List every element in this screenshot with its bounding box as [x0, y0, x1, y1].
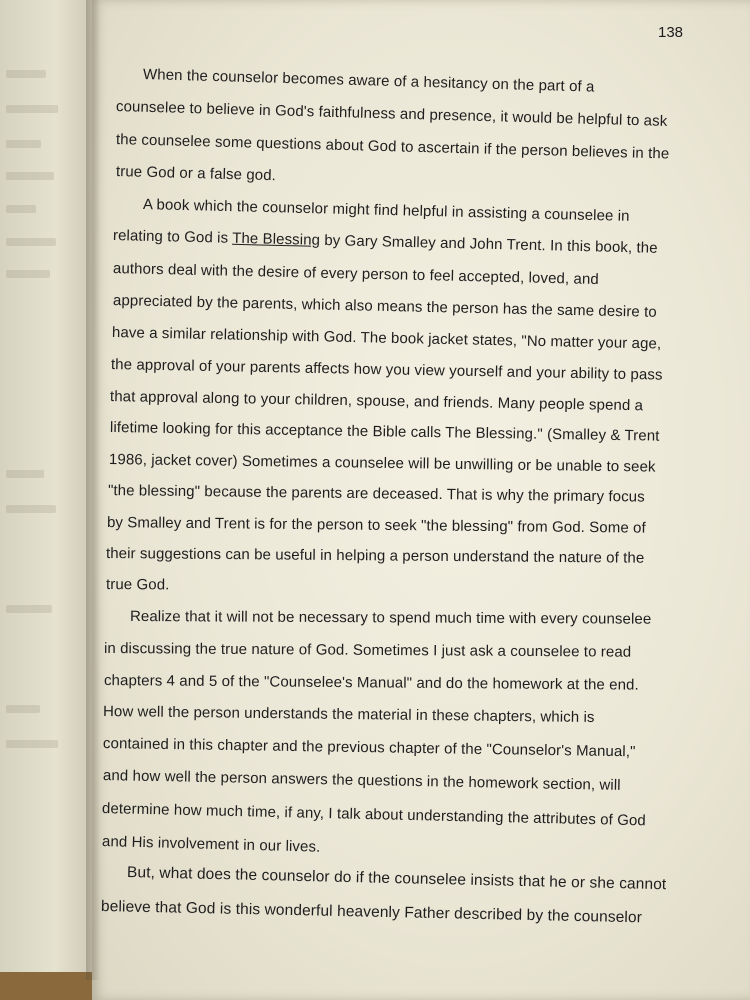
paragraph-3-line-1: Realize that it will not be necessary to spend much time with every counselee: [129, 608, 652, 628]
paragraph-2-line-12: their suggestions can be useful in helping a person understand the nature of the: [105, 545, 645, 567]
line-text: by Gary Smalley and John Trent. In this book, the: [319, 231, 658, 257]
paragraph-2-line-3: authors deal with the desire of every person to feel accepted, loved, and: [112, 260, 600, 289]
page-number: 138: [658, 24, 684, 41]
ghost-text: [6, 172, 54, 180]
ghost-text: [6, 705, 40, 713]
ghost-text: [6, 238, 56, 246]
ghost-text: [6, 740, 58, 748]
left-page-edge: [0, 0, 92, 972]
paragraph-1-line-3: the counselee some questions about God to ascertain if the person believes in the: [115, 131, 670, 163]
ghost-text: [6, 470, 44, 478]
ghost-text: [6, 105, 58, 113]
paragraph-1-line-2: counselee to believe in God's faithfulness and presence, it would be helpful to ask: [115, 98, 668, 130]
ghost-text: [6, 605, 52, 613]
ghost-text: [6, 140, 41, 148]
paragraph-2-line-8: lifetime looking for this acceptance the Bible calls The Blessing." (Smalley & Trent: [109, 419, 660, 445]
ghost-text: [6, 270, 50, 278]
paragraph-3-line-3: chapters 4 and 5 of the "Counselee's Manual" and do the homework at the end.: [103, 672, 639, 694]
paragraph-2-line-11: by Smalley and Trent is for the person to seek "the blessing" from God. Some of: [106, 514, 646, 537]
paragraph-2-line-5: have a similar relationship with God. The book jacket states, "No matter your age,: [111, 324, 662, 353]
book-title: The Blessing: [231, 229, 321, 249]
ghost-text: [6, 70, 46, 78]
ghost-text: [6, 205, 36, 213]
paragraph-2-line-10: "the blessing" because the parents are deceased. That is why the primary focus: [107, 482, 645, 506]
ghost-text: [6, 505, 56, 513]
paragraph-2-line-1: A book which the counselor might find helpful in assisting a counselee in: [142, 196, 630, 225]
paragraph-4-line-2: believe that God is this wonderful heavenly Father described by the counselor: [100, 898, 643, 927]
paragraph-3-line-2: in discussing the true nature of God. Sometimes I just ask a counselee to read: [103, 640, 632, 661]
paragraph-3-line-5: contained in this chapter and the previous chapter of the "Counselor's Manual,": [102, 735, 636, 761]
line-text: relating to God is: [112, 227, 233, 247]
paragraph-2-line-9: 1986, jacket cover) Sometimes a counselee will be unwilling or be unable to seek: [108, 451, 656, 476]
paragraph-1-line-4: true God or a false god.: [115, 163, 277, 185]
paragraph-2-line-7: that approval along to your children, spouse, and friends. Many people spend a: [109, 388, 644, 415]
paragraph-3-line-8: and His involvement in our lives.: [101, 833, 321, 856]
paragraph-3-line-4: How well the person understands the material in these chapters, which is: [102, 703, 595, 727]
page-gutter: [86, 0, 100, 980]
paragraph-3-line-7: determine how much time, if any, I talk about understanding the attributes of God: [101, 800, 647, 830]
paragraph-1-line-1: When the counselor becomes aware of a hesitancy on the part of a: [142, 66, 595, 96]
paragraph-4-line-1: But, what does the counselor do if the counselee insists that he or she cannot: [126, 864, 667, 894]
paragraph-2-line-13: true God.: [105, 576, 170, 594]
paragraph-3-line-6: and how well the person answers the questions in the homework section, will: [102, 767, 621, 794]
paragraph-2-line-4: appreciated by the parents, which also means the person has the same desire to: [112, 292, 658, 321]
paragraph-2-line-6: the approval of your parents affects how you view yourself and your ability to pass: [110, 356, 663, 384]
